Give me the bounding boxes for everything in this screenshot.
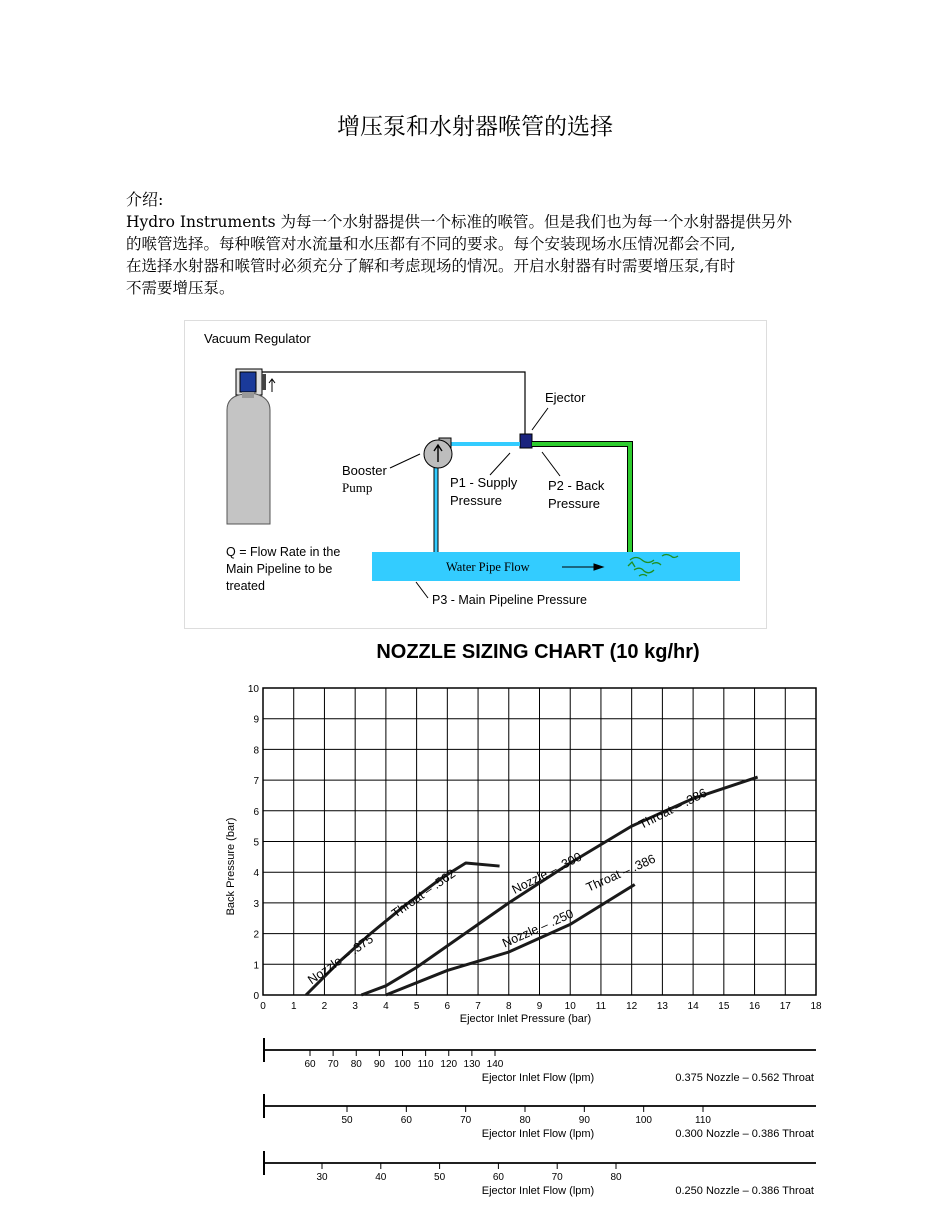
flow-tick-label: 70	[551, 1172, 563, 1183]
series-label: Nozzle – .250	[500, 906, 576, 951]
x-tick-label: 2	[321, 1001, 328, 1012]
flow-rate-label: treated	[226, 579, 265, 593]
x-tick-label: 15	[718, 1001, 730, 1012]
flow-scale-caption: 0.375 Nozzle – 0.562 Throat	[675, 1072, 814, 1084]
x-tick-label: 11	[595, 1001, 607, 1012]
x-tick-label: 17	[779, 1001, 791, 1012]
flow-tick-label: 60	[492, 1172, 504, 1183]
y-tick-label: 5	[253, 837, 259, 849]
flow-tick-label: 100	[635, 1115, 653, 1126]
x-tick-label: 3	[352, 1001, 358, 1012]
intro-line: 的喉管选择。每种喉管对水流量和水压都有不同的要求。每个安装现场水压情况都会不同,	[126, 235, 736, 253]
x-tick-label: 8	[505, 1001, 512, 1012]
y-tick-label: 4	[253, 868, 259, 880]
intro-line: 不需要增压泵。	[126, 279, 235, 297]
series-label: Nozzle – .375	[305, 931, 376, 988]
y-axis-label: Back Pressure (bar)	[225, 817, 237, 916]
flow-tick-label: 60	[400, 1115, 412, 1126]
flow-tick-label: 90	[373, 1059, 385, 1070]
flow-scale-caption: 0.300 Nozzle – 0.386 Throat	[675, 1128, 814, 1140]
gas-cylinder-icon	[227, 392, 270, 524]
p1-label: Pressure	[450, 493, 503, 508]
y-tick-label: 9	[253, 714, 259, 726]
intro-line: 在选择水射器和喉管时必须充分了解和考虑现场的情况。开启水射器有时需要增压泵,有时	[126, 257, 736, 275]
series-label: Throat – .386	[636, 785, 710, 832]
y-tick-label: 10	[247, 684, 259, 695]
series-label: Nozzle – .300	[509, 849, 585, 897]
system-diagram	[184, 320, 767, 630]
p2-label: Pressure	[548, 496, 601, 511]
page-title: 增压泵和水射器喉管的选择	[337, 114, 613, 140]
flow-tick-label: 120	[440, 1059, 458, 1070]
flow-tick-label: 60	[304, 1059, 316, 1070]
x-tick-label: 9	[536, 1001, 543, 1012]
ejector-label: Ejector	[545, 390, 586, 405]
y-tick-label: 6	[253, 806, 259, 818]
x-axis-label: Ejector Inlet Pressure (bar)	[459, 1013, 592, 1025]
flow-tick-label: 30	[316, 1172, 328, 1183]
water-flow-label: Water Pipe Flow	[446, 560, 530, 574]
flow-rate-label: Main Pipeline to be	[226, 562, 333, 576]
flow-scale-label: Ejector Inlet Flow (lpm)	[481, 1185, 595, 1197]
x-tick-label: 4	[383, 1001, 389, 1012]
y-tick-label: 3	[253, 898, 259, 910]
x-tick-label: 14	[687, 1001, 699, 1012]
flow-tick-label: 50	[434, 1172, 446, 1183]
flow-tick-label: 80	[610, 1172, 622, 1183]
flow-tick-label: 50	[341, 1115, 353, 1126]
p2-label: P2 - Back	[548, 478, 605, 493]
series-label: Throat – .562	[389, 866, 459, 921]
y-tick-label: 2	[253, 929, 259, 941]
flow-tick-label: 70	[460, 1115, 472, 1126]
x-tick-label: 13	[656, 1001, 668, 1012]
intro-paragraph	[126, 211, 826, 299]
nozzle-sizing-chart	[0, 630, 950, 1230]
x-tick-label: 6	[444, 1001, 451, 1012]
flow-tick-label: 40	[375, 1172, 387, 1183]
x-tick-label: 7	[475, 1001, 481, 1012]
intro-line: Hydro Instruments 为每一个水射器提供一个标准的喉管。但是我们也为每一个水射器提供另外	[126, 213, 793, 231]
x-tick-label: 0	[260, 1001, 266, 1012]
booster-label: Booster	[342, 463, 387, 478]
x-tick-label: 12	[626, 1001, 638, 1012]
ejector-icon	[520, 434, 532, 448]
y-tick-label: 1	[253, 960, 259, 972]
y-tick-label: 0	[253, 991, 259, 1002]
x-tick-label: 1	[290, 1001, 297, 1012]
main-pipeline	[372, 552, 740, 581]
x-tick-label: 5	[413, 1001, 420, 1012]
flow-tick-label: 100	[394, 1059, 411, 1070]
flow-scale-label: Ejector Inlet Flow (lpm)	[481, 1128, 595, 1140]
flow-tick-label: 130	[463, 1059, 481, 1070]
y-tick-label: 8	[253, 745, 259, 757]
chart-title: NOZZLE SIZING CHART (10 kg/hr)	[376, 641, 700, 663]
x-tick-label: 16	[748, 1001, 761, 1012]
y-tick-label: 7	[253, 776, 259, 788]
flow-tick-label: 80	[519, 1115, 531, 1126]
series-label: Throat – .386	[584, 851, 658, 895]
flow-scale-caption: 0.250 Nozzle – 0.386 Throat	[675, 1185, 814, 1197]
flow-scale-label: Ejector Inlet Flow (lpm)	[481, 1072, 595, 1084]
p3-label: P3 - Main Pipeline Pressure	[432, 593, 587, 607]
flow-tick-label: 70	[327, 1059, 339, 1070]
intro-heading: 介绍:	[126, 190, 164, 209]
x-tick-label: 10	[564, 1001, 576, 1012]
vacuum-regulator-label: Vacuum Regulator	[204, 331, 311, 346]
flow-tick-label: 80	[350, 1059, 362, 1070]
flow-tick-label: 90	[578, 1115, 590, 1126]
flow-tick-label: 110	[695, 1115, 711, 1126]
flow-tick-label: 110	[417, 1059, 434, 1070]
flow-rate-label: Q = Flow Rate in the	[226, 545, 341, 559]
x-tick-label: 18	[810, 1001, 822, 1012]
flow-tick-label: 140	[486, 1059, 504, 1070]
p1-label: P1 - Supply	[450, 475, 518, 490]
booster-label: Pump	[342, 480, 373, 495]
